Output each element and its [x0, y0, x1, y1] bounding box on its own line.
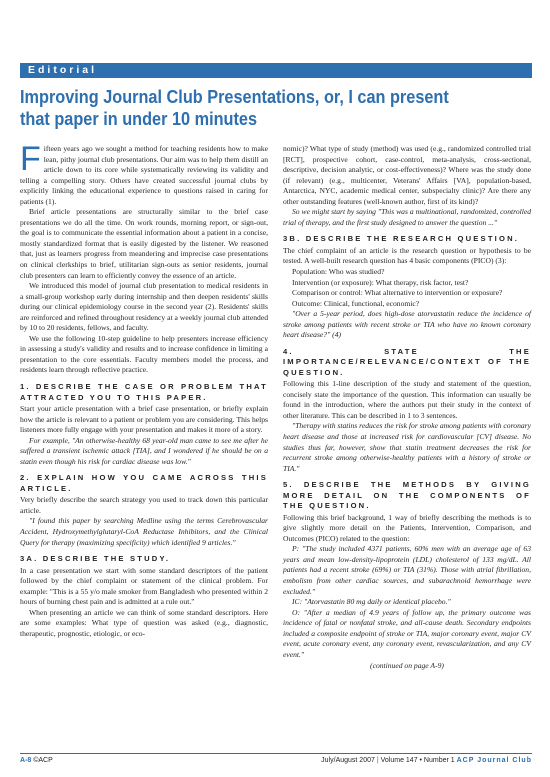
footer-separator: | [376, 757, 379, 764]
step-heading-3b: 3B. DESCRIBE THE RESEARCH QUESTION. [283, 234, 520, 244]
step-heading-3a: 3A. DESCRIBE THE STUDY. [20, 554, 171, 564]
example-quote: IC: "Atorvastatin 80 mg daily or identical placebo." [292, 597, 451, 607]
example-quote: For example, "An otherwise-healthy 68 year-old man came to see me after he suffered a transient ischemic attack [TIA], and I wondered if he should be on a statin even though his risk for cardiac disease was low." [20, 435, 268, 466]
paragraph: We use the following 10-step guideline to help presenters increase efficiency in assessing a study's validity and results and to increase confidence in limiting a presentation to the core essentials. Faculty members model the process, and residents learn through reflective practice. [20, 333, 268, 375]
publication-name: ACP Journal Club [456, 757, 532, 764]
example-quote: O: "After a median of 4.9 years of follow up, the primary outcome was incidence of fatal or nonfatal stroke, and all-cause death. Secondary endpoints included a composite endpoint of stroke or TIA, major coronary event, major CV event, acute coronary event, any coronary event, revascularization, and any CV event." [283, 607, 531, 659]
paragraph: Brief article presentations are structurally similar to the brief case presentations we do all the time. On work rounds, morning report, or sign-out, the goal is to communicate the essential information about a patient in a concise, mostly standardized format that is easily digested by the listener. We reasoned that, just as learners progress from meandering and imprecise case presentations on clinical clerkships to brief, utilitarian sign-outs as senior residents, journal club presenters can learn to efficiently convey the essence of an article. [20, 207, 268, 280]
continued-note: (continued on page A-9) [370, 661, 444, 671]
step-heading-1: 1. DESCRIBE THE CASE OR PROBLEM THAT ATTRACTED YOU TO THIS PAPER. [20, 382, 268, 402]
step-heading-5: 5. DESCRIBE THE METHODS BY GIVING MORE DETAIL ON THE COMPONENTS OF THE QUESTION. [283, 480, 531, 511]
example-quote: P: "The study included 4371 patients, 60% men with an average age of 63 years and mean low-density-lipoprotein (LDL) cholesterol of 133 mg/dL. All patients had a recent stroke (69%) or TIA (31%). Those with atrial fibrillation, embolism from other cardiac sources, and subarachnoid hemorrhage were excluded." [283, 544, 531, 596]
intro-text: ifteen years ago we sought a method for teaching residents how to make lean, pithy journal club presentations. Our aim was to help them distill an article down to its core while systematically reviewing its validity and telling a compelling story. Others have created successful journal clubs by explicitly linking the educational experience to questions raised in caring for patients (1). [20, 144, 268, 206]
paragraph: In a case presentation we start with some standard descriptors of the patient followed by the chief complaint or statement of the clinical problem. For example: "This is a 55 y/o male smoker from Bangladesh who presented within 2 hours of burning chest pain and is admitted at a rule out." [20, 565, 268, 607]
example-quote: "Over a 5-year period, does high-dose atorvastatin reduce the incidence of stroke among patients with recent stroke or TIA who have no known coronary heart disease?" (4) [283, 309, 531, 340]
paragraph: Start your article presentation with a brief case presentation, or briefly explain how the article is relevant to a patient or problem you are considering. This helps listeners more fully engage with your presentation and makes it more of a story. [20, 404, 268, 435]
example-quote: So we might start by saying "This was a multinational, randomized, controlled trial of therapy, and the first study designed to answer the question ..." [283, 207, 531, 227]
volume-number: Volume 147 • Number 1 [380, 757, 455, 764]
section-banner [20, 63, 532, 78]
paragraph: Very briefly describe the search strategy you used to track down this particular article. [20, 495, 268, 515]
pico-comparison: Comparison or control: What alternative to intervention or exposure? [292, 288, 503, 298]
example-quote: "Therapy with statins reduces the risk for stroke among patients with coronary heart disease and those at increased risk for cardiovascular [CV] disease. No studies thus far, however, show that statin treatment decreases the risk for recurrent stroke among otherwise-healthy patients with a history of stroke or TIA." [283, 421, 531, 473]
pico-outcome: Outcome: Clinical, functional, economic? [292, 298, 420, 308]
pico-population: Population: Who was studied? [292, 266, 385, 276]
pico-intervention: Intervention (or exposure): What therapy, risk factor, test? [292, 277, 469, 287]
paragraph: The chief complaint of an article is the research question or hypothesis to be tested. A well-built research question has 4 basic components (PICO) (3): [283, 245, 531, 266]
step-heading-2: 2. EXPLAIN HOW YOU CAME ACROSS THIS ARTICLE. [20, 473, 268, 493]
paragraph: Following this 1-line description of the study and statement of the question, concisely state the importance of the question. This information can usually be found in the introduction, where the authors put their study in the context of other literature. This can be described in 1 to 3 sentences. [283, 379, 531, 420]
paragraph: When presenting an article we can think of some standard descriptors. Here are some examples: What type of question was asked (e.g., diagnostic, therapeutic, prognostic, etiologic, or eco- [20, 607, 268, 638]
section-label: Editorial [28, 64, 98, 76]
page-footer [20, 753, 532, 764]
left-column [20, 140, 268, 639]
step-heading-4: 4. STATE THE IMPORTANCE/RELEVANCE/CONTEXT OF THE QUESTION. [283, 346, 531, 377]
page-number: A-8 [20, 757, 32, 764]
right-column [283, 144, 531, 672]
drop-cap: F [20, 140, 41, 178]
article-title: Improving Journal Club Presentations, or, I can present that paper in under 10 minutes [20, 86, 449, 129]
example-quote: "I found this paper by searching Medline using the terms Cerebrovascular Accident, Hydroxymethylglutaryl-CoA Reductase Inhibitors, and the Clinical Query for therapy (maximizing specificity) which identified 9 articles." [20, 516, 268, 547]
paragraph: nomic)? What type of study (method) was used (e.g., randomized controlled trial [RCT], prospective cohort, case-control, meta-analysis, cross-sectional, descriptive, decision analytic, or cost-effectiveness)? Where was the study done (if relevant) (e.g., multicenter, Veterans' Affairs [VA], population-based, Antarctica, NYC, academic medical center, subspecialty clinic)? Are there any other outstanding features (well-known author, first of its kind)? [283, 144, 531, 206]
issue-date: July/August 2007 [321, 757, 375, 764]
paragraph: Following this brief background, 1 way of briefly describing the methods is to give slightly more detail on the Patients, Intervention, Comparison, and Outcomes (PICO) related to the question: [283, 512, 531, 543]
intro-paragraph [20, 140, 268, 207]
copyright: ©ACP [33, 757, 53, 764]
paragraph: We introduced this model of journal club presentation to medical residents in a small-group workshop early during internship and then deepen residents' skills during our clinical epidemiology course in the second year (2). Residents' skills are reinforced and refined throughout residency at a weekly journal club attended by 10 to 20 residents, fellows, and faculty. [20, 281, 268, 333]
